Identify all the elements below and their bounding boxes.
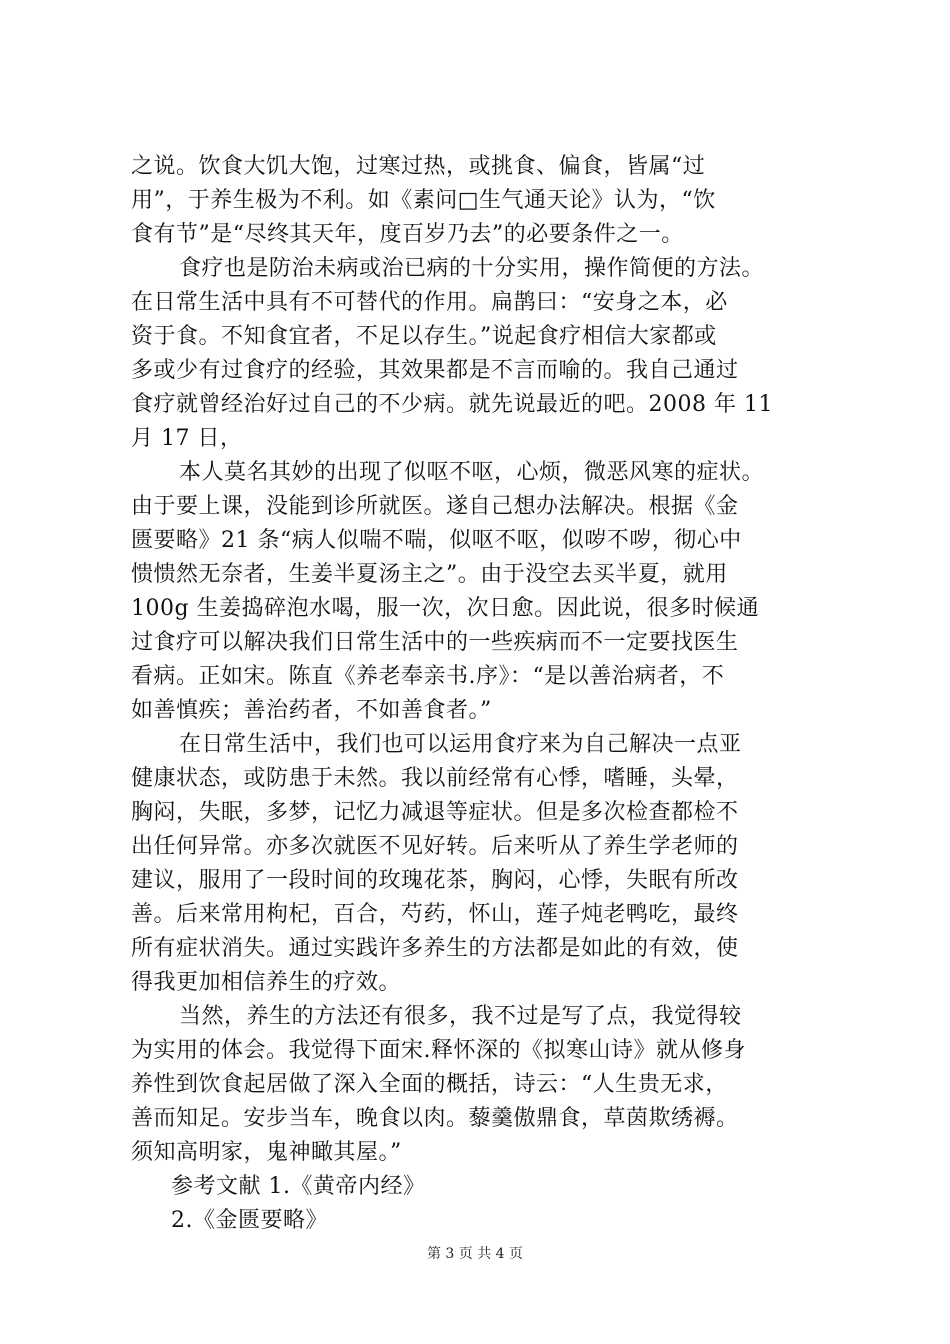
text-line: 100g 生姜捣碎泡水喝，服一次，次日愈。因此说，很多时候通 xyxy=(131,596,760,621)
text-line: 所有症状消失。通过实践许多养生的方法都是如此的有效，使 xyxy=(131,936,739,961)
text-line: 资于食。不知食宜者，不足以存生。”说起食疗相信大家都或 xyxy=(131,324,717,349)
text-line: 多或少有过食疗的经验，其效果都是不言而喻的。我自己通过 xyxy=(131,358,739,383)
text-line: 善而知足。安步当车，晚食以肉。藜羹傲鼎食，草茵欺绣褥。 xyxy=(131,1106,739,1131)
text-line: 善。后来常用枸杞，百合，芍药，怀山，莲子炖老鸭吃，最终 xyxy=(131,902,739,927)
text-line: 在日常生活中具有不可替代的作用。扁鹊曰：“安身之本，必 xyxy=(131,290,728,315)
paragraph-first-line: 本人莫名其妙的出现了似呕不呕，心烦，微恶风寒的症状。 xyxy=(179,460,765,485)
text-line: 匮要略》21 条“病人似喘不喘，似呕不呕，似哕不哕，彻心中 xyxy=(131,528,742,553)
text-line: 建议，服用了一段时间的玫瑰花茶，胸闷，心悸，失眠有所改 xyxy=(131,868,739,893)
text-line: 须知高明家，鬼神瞰其屋。” xyxy=(131,1140,402,1165)
text-line: 养性到饮食起居做了深入全面的概括，诗云：“人生贵无求， xyxy=(131,1072,728,1097)
text-line: 月 17 日， xyxy=(131,426,243,451)
text-line: 愦愦然无奈者，生姜半夏汤主之”。由于没空去买半夏，就用 xyxy=(131,562,728,587)
text-line: 胸闷，失眠，多梦，记忆力减退等症状。但是多次检查都检不 xyxy=(131,800,739,825)
text-line: 得我更加相信养生的疗效。 xyxy=(131,970,402,995)
text-line: 出任何异常。亦多次就医不见好转。后来听从了养生学老师的 xyxy=(131,834,739,859)
paragraph-first-line: 食疗也是防治未病或治已病的十分实用，操作简便的方法。 xyxy=(179,256,765,281)
text-line: 如善慎疾；善治药者，不如善食者。” xyxy=(131,698,492,723)
text-line: 为实用的体会。我觉得下面宋.释怀深的《拟寒山诗》就从修身 xyxy=(131,1038,746,1063)
text-line: 由于要上课，没能到诊所就医。遂自己想办法解决。根据《金 xyxy=(131,494,739,519)
text-line: 看病。正如宋。陈直《养老奉亲书.序》：“是以善治病者，不 xyxy=(131,664,725,689)
text-line: 食疗就曾经治好过自己的不少病。就先说最近的吧。2008 年 11 xyxy=(131,392,773,417)
page-number-footer: 第 3 页 共 4 页 xyxy=(426,1246,524,1262)
reference-item: 2.《金匮要略》 xyxy=(171,1208,328,1233)
text-line: 之说。饮食大饥大饱，过寒过热，或挑食、偏食，皆属“过 xyxy=(131,154,706,179)
references-heading: 参考文献 1.《黄帝内经》 xyxy=(171,1174,426,1199)
paragraph-first-line: 在日常生活中，我们也可以运用食疗来为自己解决一点亚 xyxy=(179,732,742,757)
text-line: 过食疗可以解决我们日常生活中的一些疾病而不一定要找医生 xyxy=(131,630,739,655)
text-line: 食有节”是“尽终其天年，度百岁乃去”的必要条件之一。 xyxy=(131,222,684,247)
paragraph-first-line: 当然，养生的方法还有很多，我不过是写了点，我觉得较 xyxy=(179,1004,742,1029)
text-line: 用”，于养生极为不利。如《素问□生气通天论》认为，“饮 xyxy=(131,188,716,213)
text-line: 健康状态，或防患于未然。我以前经常有心悸，嗜睡，头晕， xyxy=(131,766,739,791)
